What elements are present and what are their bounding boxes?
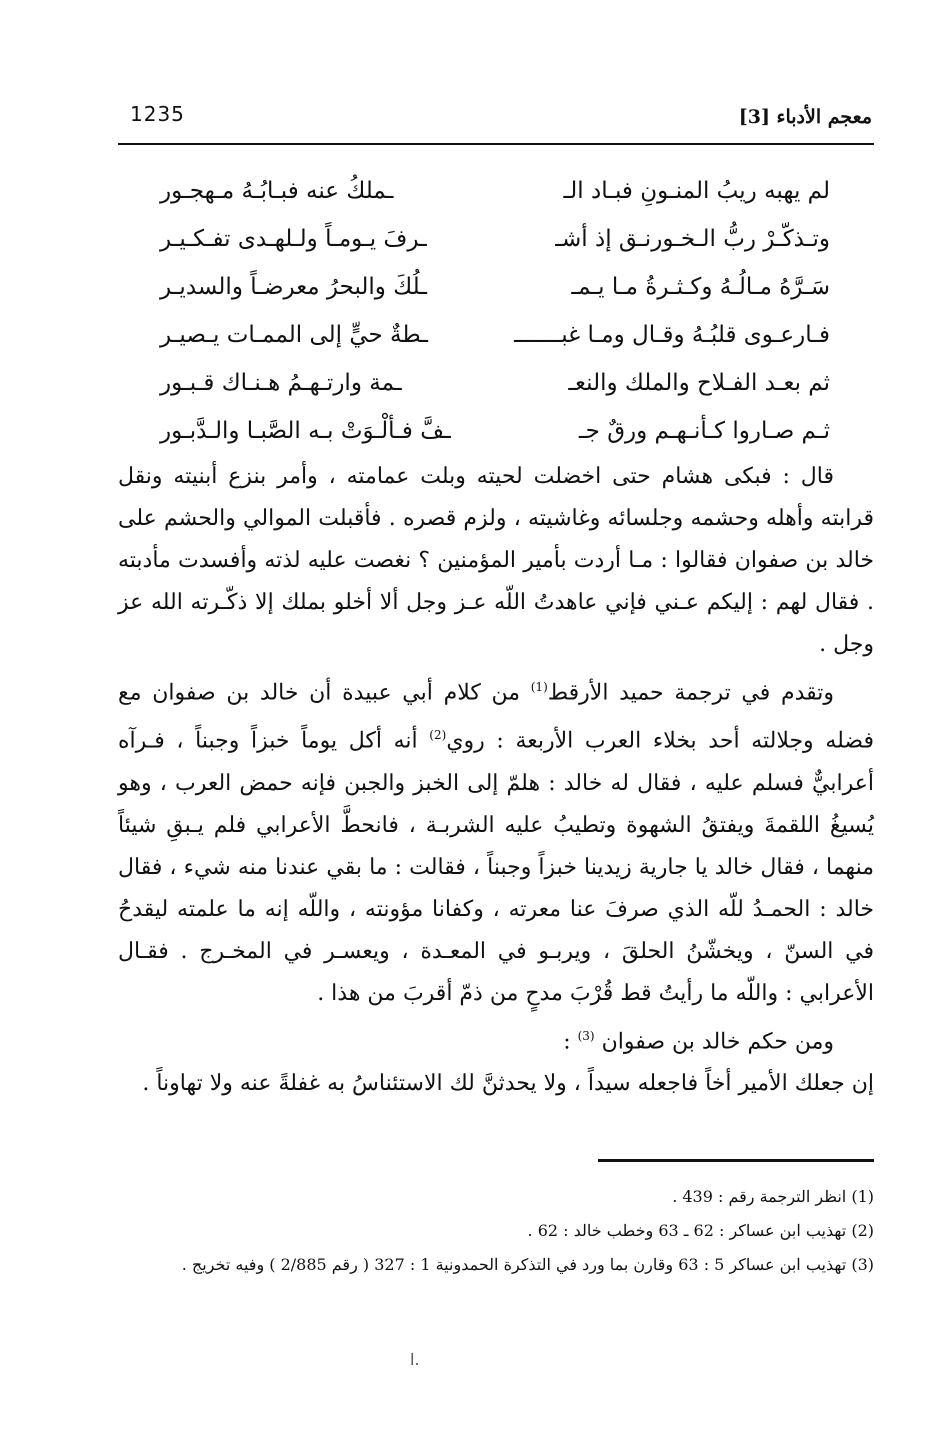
footnote-ref-1: (1) bbox=[530, 680, 548, 694]
poem-first-hemistich: فـارعـوى قلبُـهُ وقـال ومـا غبـــــــ bbox=[514, 322, 830, 348]
poem-first-hemistich: لم يهبه ريبُ المنـونِ فبـاد الـ bbox=[563, 178, 830, 204]
footnote-ref-3: (3) bbox=[577, 1028, 595, 1043]
page-header bbox=[118, 96, 874, 144]
footnote-3: (3) تهذيب ابن عساكر 5 : 63 وقارن بما ورد في التذكرة الحمدونية 1 : 327 ( رقم 2/885 ) وفيه تخريج . bbox=[181, 1255, 874, 1274]
poem-first-hemistich: ثـم صـاروا كـأنـهـم ورقٌ جـ bbox=[578, 418, 830, 444]
poem-line bbox=[160, 362, 830, 410]
scan-mark: ا. bbox=[410, 1350, 420, 1369]
poem-line bbox=[160, 218, 830, 266]
paragraph-text: أنه أكل يوماً خبزاً وجبناً ، فـرآه أعرابيٌّ فسلم عليه ، فقال له خالد : هلمّ إلى الخبز والجبن فإنه حمض العرب ، وهو يُسيغُ اللقمةَ ويفتقُ الشهوة وتطيبُ عليه الشربـة ، فانحطَّ الأعرابي فلم يـبقِ شيئاً منهما ، فقال خالد يا جارية زيدينا خبزاً وجبناً ، فقالت : ما بقي عندنا منه شيء ، فقال خالد : الحمـدُ للّه الذي صرفَ عنا معرته ، وكفانا مؤونته ، واللّه إنه ما علمته ليقدحُ في السنّ ، ويخشّنُ الحلقَ ، ويربـو في المعـدة ، ويعسـر في المخـرج . فقـال الأعرابي : واللّه ما رأيتُ قط قُرْبَ مدحٍ من ذمّ أقربَ من هذا . bbox=[118, 728, 874, 1006]
footnote-2: (2) تهذيب ابن عساكر : 62 ـ 63 وخطب خالد : 62 . bbox=[527, 1221, 874, 1240]
poem-second-hemistich: ـفَّ فـألْـوَتْ بـه الصَّبـا والـدَّبـور bbox=[160, 418, 451, 444]
poem-first-hemistich: وتـذكّـرْ ربُّ الـخـورنـق إذ أشـ bbox=[555, 226, 830, 252]
paragraph-text: : bbox=[563, 1028, 578, 1054]
page-number: 1235 bbox=[130, 102, 185, 126]
paragraph-text: وتقدم في ترجمة حميد الأرقط bbox=[547, 680, 835, 706]
paragraph-khalid-wisdom-intro bbox=[118, 1015, 874, 1063]
poem-first-hemistich: ثم بعـد الفـلاح والملك والنعـ bbox=[568, 370, 830, 396]
footnotes bbox=[118, 1180, 874, 1282]
poem-line bbox=[160, 314, 830, 362]
paragraph-text: من كلام أبي عبيدة أن خالد بن صفوان مع فضله وجلالته أحد بخلاء العرب الأربعة : روي bbox=[118, 680, 874, 754]
paragraph-khalid-wisdom: إن جعلك الأمير أخاً فاجعله سيداً ، ولا يحدثنَّ لك الاستئناسُ به غفلةً عنه ولا تهاوناً . bbox=[142, 1070, 874, 1096]
footnote-rule bbox=[598, 1159, 874, 1162]
poem-first-hemistich: سَـرَّهُ مـالُـهُ وكـثـرةُ مـا يـمـ bbox=[571, 274, 830, 300]
header-rule bbox=[118, 143, 874, 145]
footnote-ref-2: (2) bbox=[429, 728, 447, 743]
poem-line bbox=[160, 170, 830, 218]
footnote-1: (1) انظر الترجمة رقم : 439 . bbox=[672, 1187, 874, 1206]
poem-second-hemistich: ـطةٌ حيٍّ إلى الممـات يـصيـر bbox=[160, 322, 428, 348]
poem-line bbox=[160, 410, 830, 458]
poem-second-hemistich: ـرفَ يـومـاً ولـلهـدى تفـكـيـر bbox=[160, 226, 427, 252]
poem-second-hemistich: ـملكُ عنه فبـابُـهُ مـهجـور bbox=[160, 178, 394, 204]
paragraph-khalid-miserliness bbox=[118, 666, 874, 1015]
poem bbox=[160, 170, 830, 458]
paragraph-text: ومن حكم خالد بن صفوان bbox=[601, 1028, 834, 1054]
paragraph-hisham-story: قال : فبكى هشام حتى اخضلت لحيته وبلت عمامته ، وأمر بنزع أبنيته ونقل قرابته وأهله وحشمه وجلسائه وغاشيته ، ولزم قصره . فأقبلت الموالي والحشم على خالد بن صفوان فقالوا : مـا أردت بأمير المؤمنين ؟ نغصت عليه لذته وأفسدت مأدبته . فقال لهم : إليكم عـني فإني عاهدتُ اللّه عـز وجل ألا أخلو بملك إلا ذكّـرته الله عز وجل . bbox=[118, 464, 874, 657]
poem-second-hemistich: ـلُكَ والبحرُ معرضـاً والسديـر bbox=[160, 274, 427, 300]
running-title: معجم الأدباء [3] bbox=[738, 106, 872, 128]
poem-second-hemistich: ـمة وارتـهـمُ هـنـاك قـبـور bbox=[160, 370, 402, 396]
body-text bbox=[118, 456, 874, 1105]
poem-line bbox=[160, 266, 830, 314]
